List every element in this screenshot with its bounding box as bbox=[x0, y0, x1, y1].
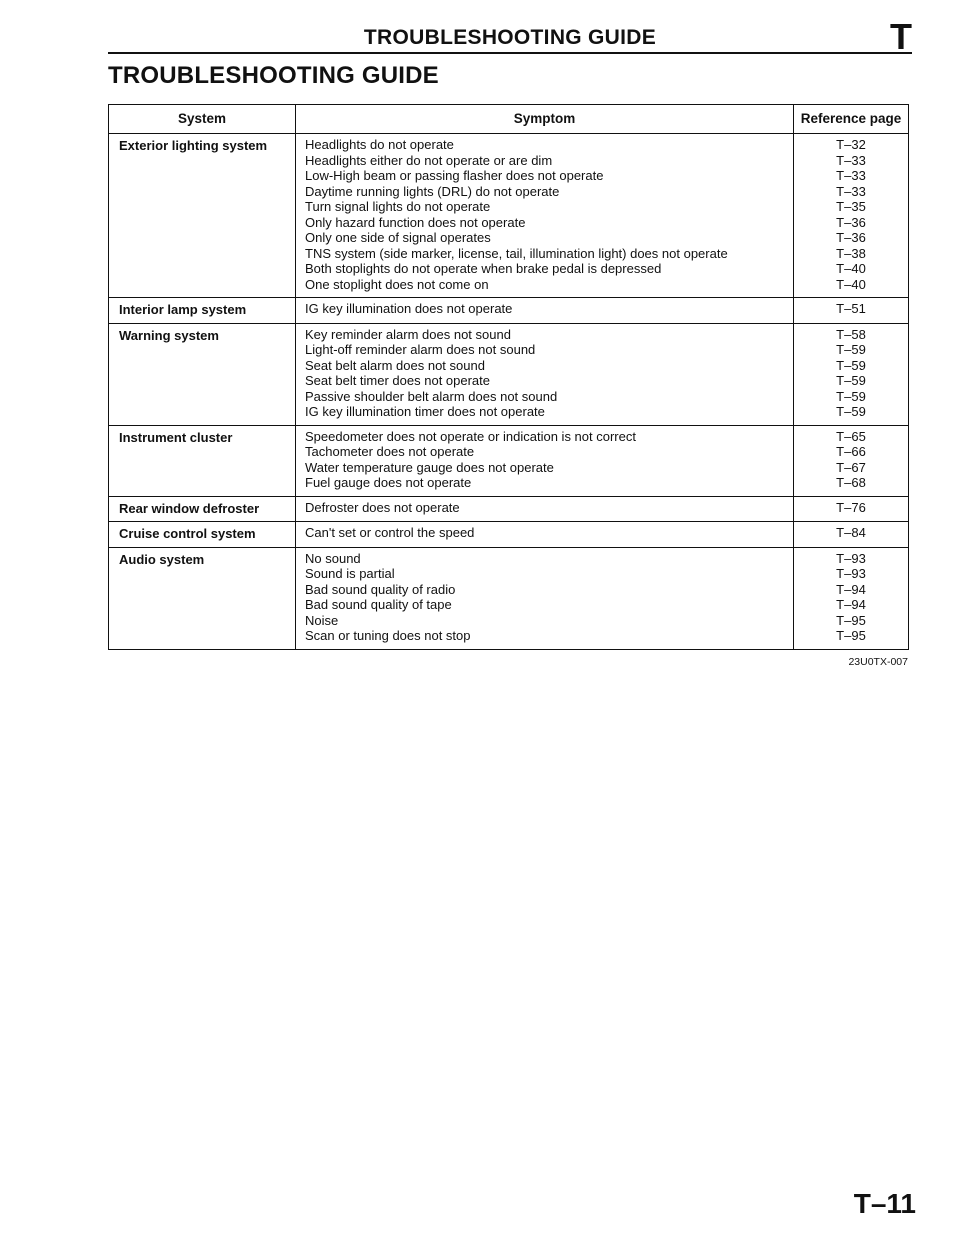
symptom-cell bbox=[296, 496, 794, 522]
column-header-system: System bbox=[109, 105, 296, 134]
symptom-line: No sound bbox=[305, 550, 361, 566]
symptom-line: Only one side of signal operates bbox=[305, 230, 491, 245]
reference-page: T–94 bbox=[836, 597, 866, 612]
reference-cell bbox=[794, 496, 909, 522]
reference-page: T–76 bbox=[836, 499, 866, 515]
symptom-line: Passive shoulder belt alarm does not sound bbox=[305, 388, 558, 404]
reference-page: T–95 bbox=[836, 628, 866, 643]
symptom-line: Noise bbox=[305, 612, 339, 628]
reference-page: T–40 bbox=[836, 261, 866, 276]
table-row bbox=[109, 522, 909, 548]
reference-cell bbox=[794, 323, 909, 425]
troubleshooting-table bbox=[108, 104, 909, 650]
reference-page: T–94 bbox=[836, 581, 866, 597]
symptom-line: Defroster does not operate bbox=[305, 499, 460, 515]
reference-cell bbox=[794, 134, 909, 298]
symptom-line: Water temperature gauge does not operate bbox=[305, 459, 554, 475]
section-letter: T bbox=[890, 16, 912, 57]
running-title: TROUBLESHOOTING GUIDE bbox=[363, 26, 657, 49]
column-header-symptom: Symptom bbox=[296, 105, 794, 134]
reference-page: T–38 bbox=[836, 245, 866, 261]
reference-page: T–36 bbox=[836, 230, 866, 245]
reference-page: T–84 bbox=[836, 525, 866, 540]
symptom-line: Daytime running lights (DRL) do not operate bbox=[305, 183, 560, 199]
reference-cell bbox=[794, 522, 909, 548]
reference-page: T–33 bbox=[836, 168, 866, 183]
reference-page: T–95 bbox=[836, 612, 866, 628]
symptom-line: Key reminder alarm does not sound bbox=[305, 326, 511, 342]
reference-page: T–65 bbox=[836, 428, 866, 444]
reference-page: T–67 bbox=[836, 459, 866, 475]
table-header-row bbox=[109, 105, 909, 134]
symptom-line: IG key illumination timer does not operate bbox=[305, 404, 545, 419]
symptom-cell bbox=[296, 298, 794, 324]
reference-page: T–32 bbox=[836, 137, 866, 152]
system-cell: Exterior lighting system bbox=[109, 134, 296, 298]
table-row bbox=[109, 425, 909, 496]
column-header-reference-page: Reference page bbox=[794, 105, 909, 134]
symptom-line: Light-off reminder alarm does not sound bbox=[305, 342, 536, 357]
symptom-line: Seat belt alarm does not sound bbox=[305, 357, 485, 373]
figure-code: 23U0TX-007 bbox=[848, 656, 908, 668]
reference-page: T–59 bbox=[836, 357, 866, 373]
reference-page: T–58 bbox=[836, 326, 866, 342]
symptom-line: Low-High beam or passing flasher does not operate bbox=[305, 168, 604, 183]
reference-cell bbox=[794, 547, 909, 649]
system-cell: Instrument cluster bbox=[109, 425, 296, 496]
page-title: TROUBLESHOOTING GUIDE bbox=[108, 62, 439, 89]
symptom-line: Turn signal lights do not operate bbox=[305, 199, 491, 214]
symptom-cell bbox=[296, 134, 794, 298]
system-cell: Cruise control system bbox=[109, 522, 296, 548]
table-row bbox=[109, 134, 909, 298]
system-cell: Warning system bbox=[109, 323, 296, 425]
symptom-line: Headlights either do not operate or are dim bbox=[305, 152, 553, 168]
reference-cell bbox=[794, 425, 909, 496]
symptom-line: One stoplight does not come on bbox=[305, 276, 489, 292]
symptom-line: Can't set or control the speed bbox=[305, 525, 475, 540]
system-cell: Audio system bbox=[109, 547, 296, 649]
symptom-cell bbox=[296, 323, 794, 425]
reference-page: T–59 bbox=[836, 388, 866, 404]
symptom-line: Bad sound quality of radio bbox=[305, 581, 456, 597]
reference-page: T–51 bbox=[836, 301, 866, 316]
symptom-line: Speedometer does not operate or indication is not correct bbox=[305, 428, 636, 444]
table-row bbox=[109, 547, 909, 649]
reference-page: T–68 bbox=[836, 475, 866, 490]
table-row bbox=[109, 496, 909, 522]
page-number: T–11 bbox=[853, 1188, 916, 1219]
reference-page: T–40 bbox=[836, 276, 866, 292]
table-body bbox=[109, 134, 909, 650]
symptom-line: Scan or tuning does not stop bbox=[305, 628, 471, 643]
system-cell: Rear window defroster bbox=[109, 496, 296, 522]
symptom-cell bbox=[296, 547, 794, 649]
reference-page: T–66 bbox=[836, 444, 866, 459]
symptom-line: Bad sound quality of tape bbox=[305, 597, 452, 612]
system-cell: Interior lamp system bbox=[109, 298, 296, 324]
symptom-line: Only hazard function does not operate bbox=[305, 214, 526, 230]
reference-page: T–93 bbox=[836, 566, 866, 581]
symptom-line: Headlights do not operate bbox=[305, 137, 454, 152]
reference-page: T–35 bbox=[836, 199, 866, 214]
symptom-line: Tachometer does not operate bbox=[305, 444, 475, 459]
reference-cell bbox=[794, 298, 909, 324]
reference-page: T–36 bbox=[836, 214, 866, 230]
reference-page: T–93 bbox=[836, 550, 866, 566]
symptom-line: TNS system (side marker, license, tail, illumination light) does not operate bbox=[305, 245, 728, 261]
symptom-line: Sound is partial bbox=[305, 566, 395, 581]
running-header bbox=[108, 16, 912, 57]
reference-page: T–59 bbox=[836, 373, 866, 388]
reference-page: T–33 bbox=[836, 152, 866, 168]
symptom-line: IG key illumination does not operate bbox=[305, 301, 513, 316]
symptom-line: Fuel gauge does not operate bbox=[305, 475, 472, 490]
symptom-cell bbox=[296, 425, 794, 496]
symptom-line: Both stoplights do not operate when brake pedal is depressed bbox=[305, 261, 662, 276]
reference-page: T–59 bbox=[836, 342, 866, 357]
table-row bbox=[109, 298, 909, 324]
symptom-cell bbox=[296, 522, 794, 548]
reference-page: T–59 bbox=[836, 404, 866, 419]
table-row bbox=[109, 323, 909, 425]
reference-page: T–33 bbox=[836, 183, 866, 199]
symptom-line: Seat belt timer does not operate bbox=[305, 373, 491, 388]
